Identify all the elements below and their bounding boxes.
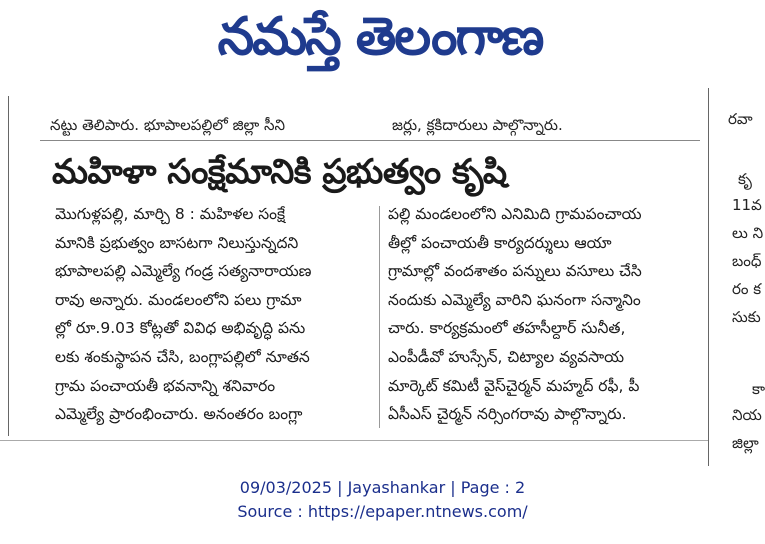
masthead — [0, 0, 765, 80]
right-edge-fragment: రవా — [728, 110, 753, 128]
column-divider — [379, 206, 380, 428]
right-column-rule — [708, 88, 709, 466]
article-line: ఎమ్మెల్యే ప్రారంభించారు. అనంతరం బంగ్లా — [55, 405, 303, 424]
article-column-right — [388, 200, 700, 429]
article-line: నందుకు ఎమ్మెల్యే వారిని ఘనంగా సన్మానిం — [388, 290, 641, 309]
article-line: గ్రామాల్లో వందశాతం పన్నులు వసూలు చేసి — [388, 262, 642, 281]
article-line: లకు శంకుస్థాపన చేసి, బంగ్లాపల్లిలో నూతన — [55, 347, 310, 366]
article-line: చారు. కార్యక్రమంలో తహసీల్దార్ సునీత, — [388, 319, 626, 338]
article-line: మొగుళ్లపల్లి, మార్చి 8 : మహిళల సంక్షే — [55, 205, 286, 223]
previous-story-line-right: జర్లు, క్లకిదారులు పాల్గొన్నారు. — [392, 116, 563, 134]
right-edge-fragment: లు ని — [732, 224, 764, 242]
article-line: పల్లి మండలంలోని ఎనిమిది గ్రామపంచాయ — [388, 205, 642, 223]
bottom-separator — [0, 440, 708, 441]
top-separator — [40, 140, 700, 141]
article-line: ఎంపీడీవో హుస్సేన్, చిట్యాల వ్యవసాయ — [388, 347, 625, 366]
right-edge-fragment: సుకు — [732, 308, 761, 326]
article-line: ల్లో రూ.9.03 కోట్లతో వివిధ అభివృద్ధి పను — [55, 319, 306, 338]
article-line: భూపాలపల్లి ఎమ్మెల్యే గండ్ర సత్యనారాయణ — [55, 262, 312, 281]
previous-story-line-left: నట్టు తెలిపారు. భూపాలపల్లిలో జిల్లా సీని — [50, 116, 286, 134]
left-column-rule — [8, 96, 9, 436]
edition-info: 09/03/2025 | Jayashankar | Page : 2 — [239, 478, 526, 497]
right-edge-fragment: నియ — [732, 406, 762, 424]
article-line: ఏసీఎస్ చైర్మన్ నర్సింగరావు పాల్గొన్నారు. — [388, 405, 627, 424]
news-clipping — [0, 88, 765, 466]
right-edge-fragment: బంధ్ — [732, 252, 762, 270]
right-edge-fragment: జిల్లా — [732, 434, 759, 452]
article-column-left — [55, 200, 373, 429]
article-line: మానికి ప్రభుత్వం బాసటగా నిలుస్తున్నదని — [55, 233, 299, 252]
article-line: మార్కెట్ కమిటీ వైస్‌చైర్మన్ మహ్మద్ రఫీ, పీ — [388, 376, 640, 395]
article-line: తీల్లో పంచాయతీ కార్యదర్శులు ఆయా — [388, 233, 612, 252]
article-line: రావు అన్నారు. మండలంలోని పలు గ్రామా — [55, 290, 302, 309]
right-edge-fragment: కృ — [738, 170, 752, 188]
source-link[interactable]: Source : https://epaper.ntnews.com/ — [237, 502, 528, 521]
right-edge-fragment: 11వ — [732, 196, 762, 214]
headline: మహిళా సంక్షేమానికి ప్రభుత్వం కృషి — [52, 152, 507, 192]
right-edge-fragment: కా — [752, 380, 765, 398]
article-line: గ్రామ పంచాయతీ భవనాన్ని శనివారం — [55, 376, 276, 395]
right-edge-fragment: రం క — [732, 280, 762, 298]
source-footer — [0, 476, 765, 524]
newspaper-logo: నమస్తే తెలంగాణ — [217, 7, 543, 67]
